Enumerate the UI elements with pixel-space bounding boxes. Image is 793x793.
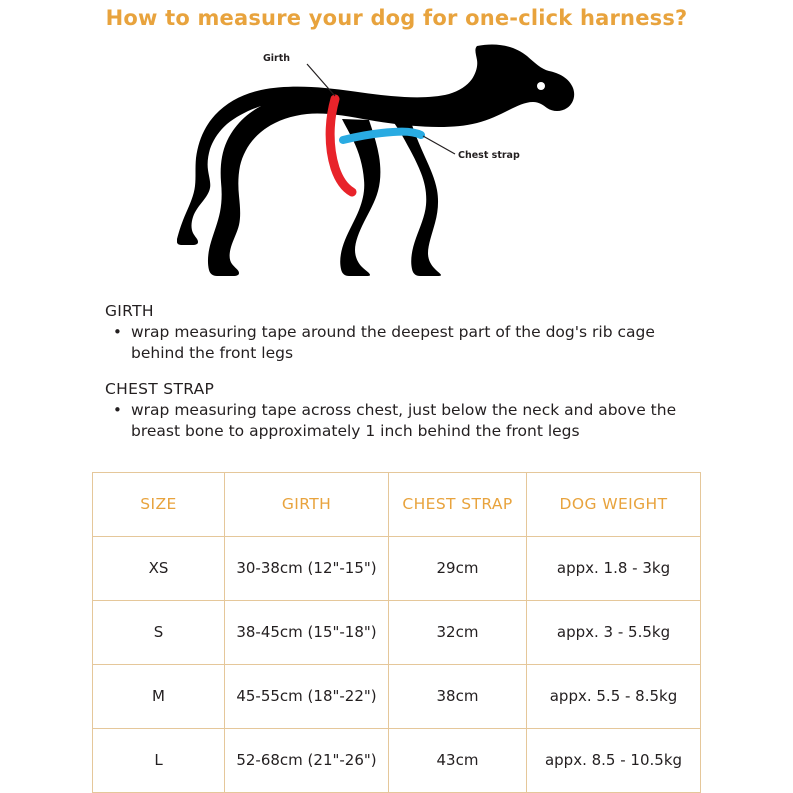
cell-dog-weight: appx. 1.8 - 3kg (527, 536, 701, 600)
column-header-girth: GIRTH (225, 472, 389, 536)
girth-callout-label: Girth (262, 53, 290, 64)
table-row (93, 664, 701, 728)
cell-size: S (93, 600, 225, 664)
girth-bullets (105, 322, 693, 364)
girth-heading: GIRTH (105, 302, 154, 320)
column-header-size: SIZE (93, 472, 225, 536)
instructions (0, 302, 793, 442)
chest-strap-bullet-1: • wrap measuring tape across chest, just below the neck and above the breast bone to approximately 1 inch behind the front legs (127, 400, 693, 442)
table-row (93, 728, 701, 792)
cell-girth: 52-68cm (21"-26") (225, 728, 389, 792)
table-row (93, 600, 701, 664)
page-title: How to measure your dog for one-click harness? (105, 6, 688, 30)
chest-strap-callout (423, 136, 520, 161)
chest-strap-bullets (105, 400, 693, 442)
cell-dog-weight: appx. 5.5 - 8.5kg (527, 664, 701, 728)
chest-strap-heading: CHEST STRAP (105, 379, 215, 398)
cell-dog-weight: appx. 3 - 5.5kg (527, 600, 701, 664)
cell-dog-weight: appx. 8.5 - 10.5kg (527, 728, 701, 792)
cell-girth: 30-38cm (12"-15") (225, 536, 389, 600)
dog-diagram (0, 36, 793, 286)
girth-bullet-1: • wrap measuring tape around the deepest part of the dog's rib cage behind the front legs (127, 322, 693, 364)
cell-girth: 45-55cm (18"-22") (225, 664, 389, 728)
cell-size: M (93, 664, 225, 728)
cell-size: XS (93, 536, 225, 600)
cell-chest-strap: 29cm (389, 536, 527, 600)
cell-chest-strap: 43cm (389, 728, 527, 792)
column-header-dog-weight: DOG WEIGHT (527, 472, 701, 536)
table-row (93, 536, 701, 600)
dog-illustration-svg (177, 36, 617, 276)
column-header-chest-strap: CHEST STRAP (389, 472, 527, 536)
chest-strap-callout-label: Chest strap (457, 150, 520, 161)
size-chart-table (92, 472, 701, 793)
dog-eye (537, 82, 545, 90)
cell-girth: 38-45cm (15"-18") (225, 600, 389, 664)
cell-size: L (93, 728, 225, 792)
table-header-row (93, 472, 701, 536)
cell-chest-strap: 32cm (389, 600, 527, 664)
cell-chest-strap: 38cm (389, 664, 527, 728)
